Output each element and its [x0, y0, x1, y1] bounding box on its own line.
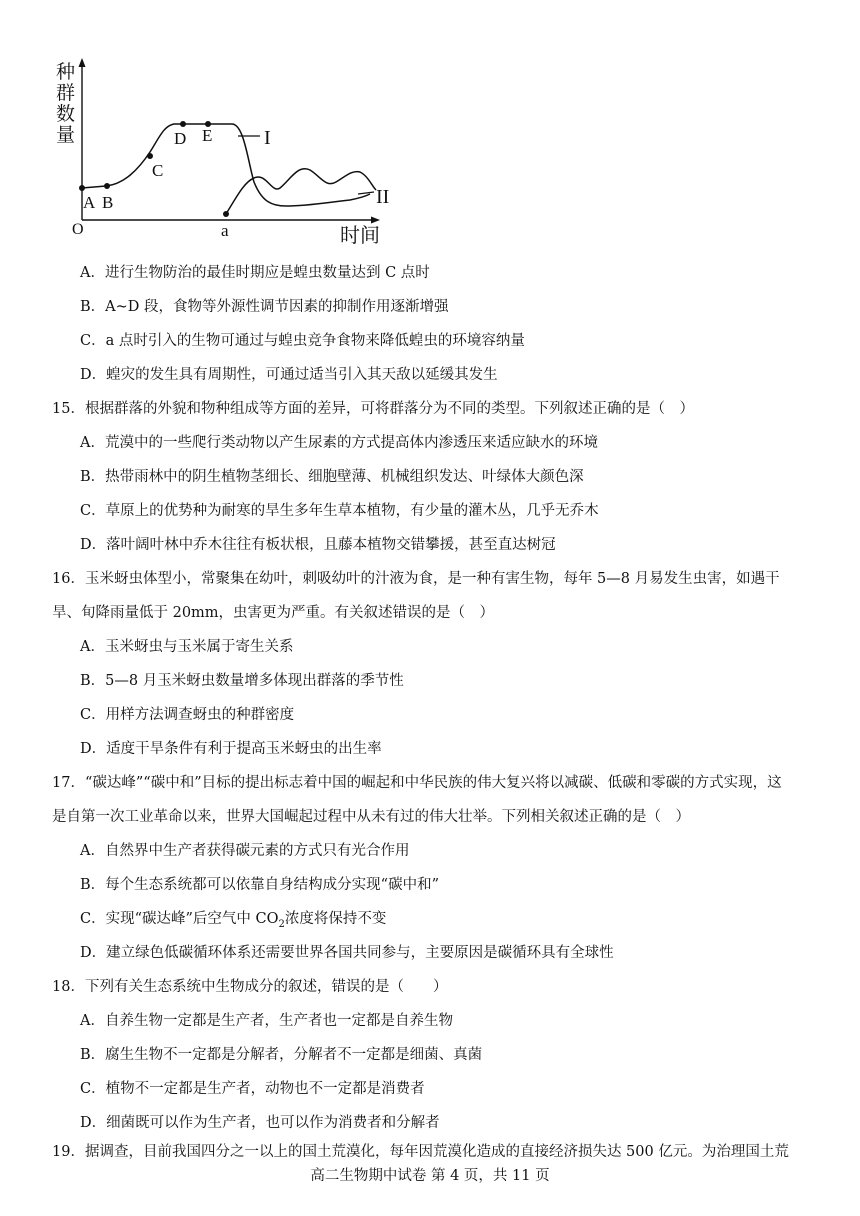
curve-2 [226, 169, 376, 214]
point-time-a-marker [223, 211, 229, 217]
q15-stem: 15．根据群落的外貌和物种组成等方面的差异，可将群落分为不同的类型。下列叙述正确的是（ ） [52, 401, 694, 417]
q17-option-c-text: C．实现“碳达峰”后空气中 CO [80, 911, 279, 927]
q14-option-b: B．A~D 段，食物等外源性调节因素的抑制作用逐渐增强 [80, 299, 449, 315]
q16-option-c: C．用样方法调查蚜虫的种群密度 [80, 707, 295, 723]
point-c-marker [147, 153, 153, 159]
point-d-label: D [174, 129, 187, 148]
point-d-marker [180, 121, 186, 127]
y-axis-arrow [79, 58, 86, 67]
q15-option-c: C．草原上的优势种为耐寒的旱生多年生草本植物，有少量的灌木丛，几乎无乔木 [80, 503, 599, 519]
q17-option-d: D．建立绿色低碳循环体系还需要世界各国共同参与，主要原因是碳循环具有全球性 [80, 945, 614, 961]
q17-option-b: B．每个生态系统都可以依靠自身结构成分实现“碳中和” [80, 877, 439, 893]
q17-stem-line-2: 是自第一次工业革命以来，世界大国崛起过程中从未有过的伟大壮举。下列相关叙述正确的是（ ） [52, 809, 690, 825]
q15-option-b: B．热带雨林中的阴生植物茎细长、细胞壁薄、机械组织发达、叶绿体大颜色深 [80, 469, 584, 485]
q15-option-a: A．荒漠中的一些爬行类动物以产生尿素的方式提高体内渗透压来适应缺水的环境 [80, 435, 598, 451]
y-axis-label-char: 量 [56, 125, 76, 146]
q18-option-b: B．腐生生物不一定都是分解者，分解者不一定都是细菌、真菌 [80, 1047, 483, 1063]
q15-option-d: D．落叶阔叶林中乔木往往有板状根，且藤本植物交错攀援，甚至直达树冠 [80, 537, 556, 553]
q19-stem-line-1: 19．据调查，目前我国四分之一以上的国土荒漠化，每年因荒漠化造成的直接经济损失达 500 亿元。为治理国土荒 [52, 1144, 789, 1160]
point-b-marker [104, 183, 110, 189]
page-footer: 高二生物期中试卷 第 4 页，共 11 页 [310, 1168, 550, 1184]
q18-option-a: A．自养生物一定都是生产者，生产者也一定都是自养生物 [80, 1013, 453, 1029]
q16-option-a: A．玉米蚜虫与玉米属于寄生关系 [80, 639, 294, 655]
q18-option-c: C．植物不一定都是生产者，动物也不一定都是消费者 [80, 1081, 425, 1097]
curve-2-leader [358, 192, 374, 194]
co2-subscript: 2 [278, 918, 285, 930]
q17-option-c [80, 909, 386, 935]
q14-option-c: C．a 点时引入的生物可通过与蝗虫竞争食物来降低蝗虫的环境容纳量 [80, 333, 525, 349]
y-axis-label-char: 数 [56, 104, 76, 125]
q17-option-a: A．自然界中生产者获得碳元素的方式只有光合作用 [80, 843, 410, 859]
point-b-label: B [102, 193, 114, 212]
curve-2-label: II [376, 186, 390, 208]
origin-label: O [72, 221, 84, 238]
q16-stem-line-1: 16．玉米蚜虫体型小，常聚集在幼叶，刺吸幼叶的汁液为食，是一种有害生物，每年 5—8 月易发生虫害，如遇干 [52, 571, 780, 587]
q18-stem: 18．下列有关生态系统中生物成分的叙述，错误的是（ ） [52, 979, 448, 995]
q16-option-d: D．适度干旱条件有利于提高玉米蚜虫的出生率 [80, 741, 382, 757]
q17-stem-line-1: 17．“碳达峰”“碳中和”目标的提出标志着中国的崛起和中华民族的伟大复兴将以减碳、低碳和零碳的方式实现，这 [52, 775, 782, 791]
q14-option-d: D．蝗灾的发生具有周期性，可通过适当引入其天敌以延缓其发生 [80, 367, 498, 383]
point-a-marker [79, 185, 85, 191]
y-axis-label-char: 种 [56, 62, 76, 83]
point-e-label: E [202, 126, 213, 145]
q16-option-b: B．5—8 月玉米蚜虫数量增多体现出群落的季节性 [80, 673, 404, 689]
q18-option-d: D．细菌既可以作为生产者，也可以作为消费者和分解者 [80, 1115, 440, 1131]
q14-option-a: A．进行生物防治的最佳时期应是蝗虫数量达到 C 点时 [80, 265, 430, 281]
x-axis-arrow [371, 217, 380, 224]
time-a-label: a [221, 221, 229, 240]
population-curve-figure [40, 52, 420, 252]
q16-stem-line-2: 旱、旬降雨量低于 20mm，虫害更为严重。有关叙述错误的是（ ） [52, 605, 495, 621]
point-a-label: A [83, 193, 96, 212]
q17-option-c-text-end: 浓度将保持不变 [284, 911, 387, 927]
curve-1 [82, 124, 370, 206]
y-axis-label-char: 群 [56, 83, 76, 104]
curve-1-label: I [264, 127, 271, 149]
point-c-label: C [152, 161, 164, 180]
x-axis-label: 时间 [340, 225, 380, 247]
